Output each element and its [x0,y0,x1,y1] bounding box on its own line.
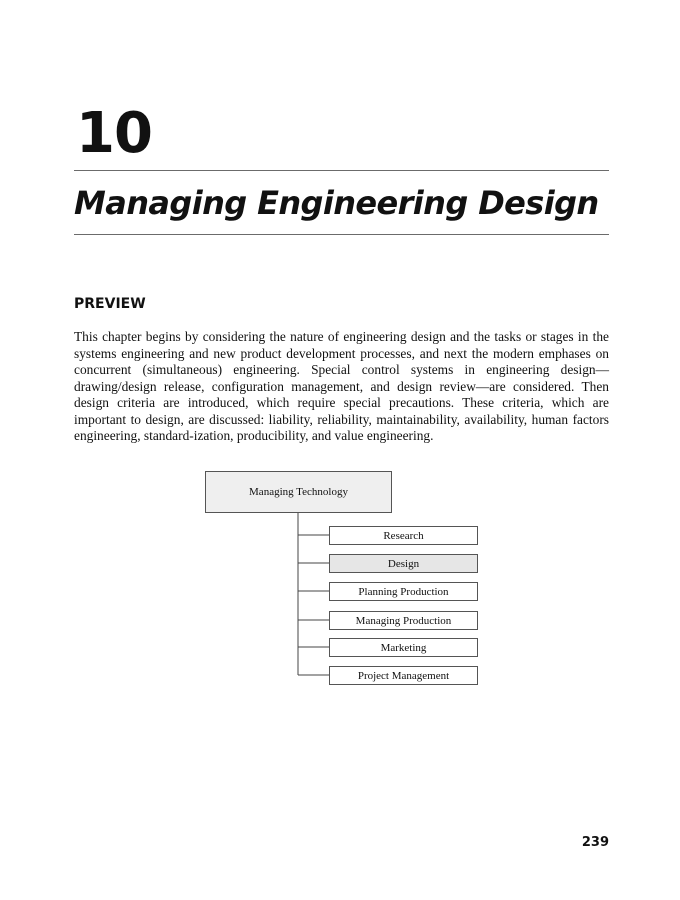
preview-paragraph: This chapter begins by considering the nature of engineering design and the tasks or stages in the systems engineering and new product development processes, and next the modern emphases on concurrent (simultaneous) engineering. Special control systems in engineering design—drawing/design release, configuration management, and design review—are considered. Then design criteria are introduced, which require special precautions. These criteria, which are important to design, are discussed: liability, reliability, maintainability, availability, human factors engineering, standard-ization, producibility, and value engineering. [74,329,609,443]
org-chart-child-box: Marketing [329,638,478,657]
chapter-title: Managing Engineering Design [74,184,599,222]
title-rule-bottom [74,234,609,235]
title-rule-top [74,170,609,171]
org-chart-child-box: Research [329,526,478,545]
org-chart-child-box: Planning Production [329,582,478,601]
preview-heading: PREVIEW [74,296,146,312]
page-number: 239 [581,835,609,850]
org-chart-child-box-highlighted: Design [329,554,478,573]
org-chart-child-box: Managing Production [329,611,478,630]
chapter-number: 10 [76,101,152,166]
org-chart-root-box: Managing Technology [205,471,392,513]
org-chart-child-box: Project Management [329,666,478,685]
